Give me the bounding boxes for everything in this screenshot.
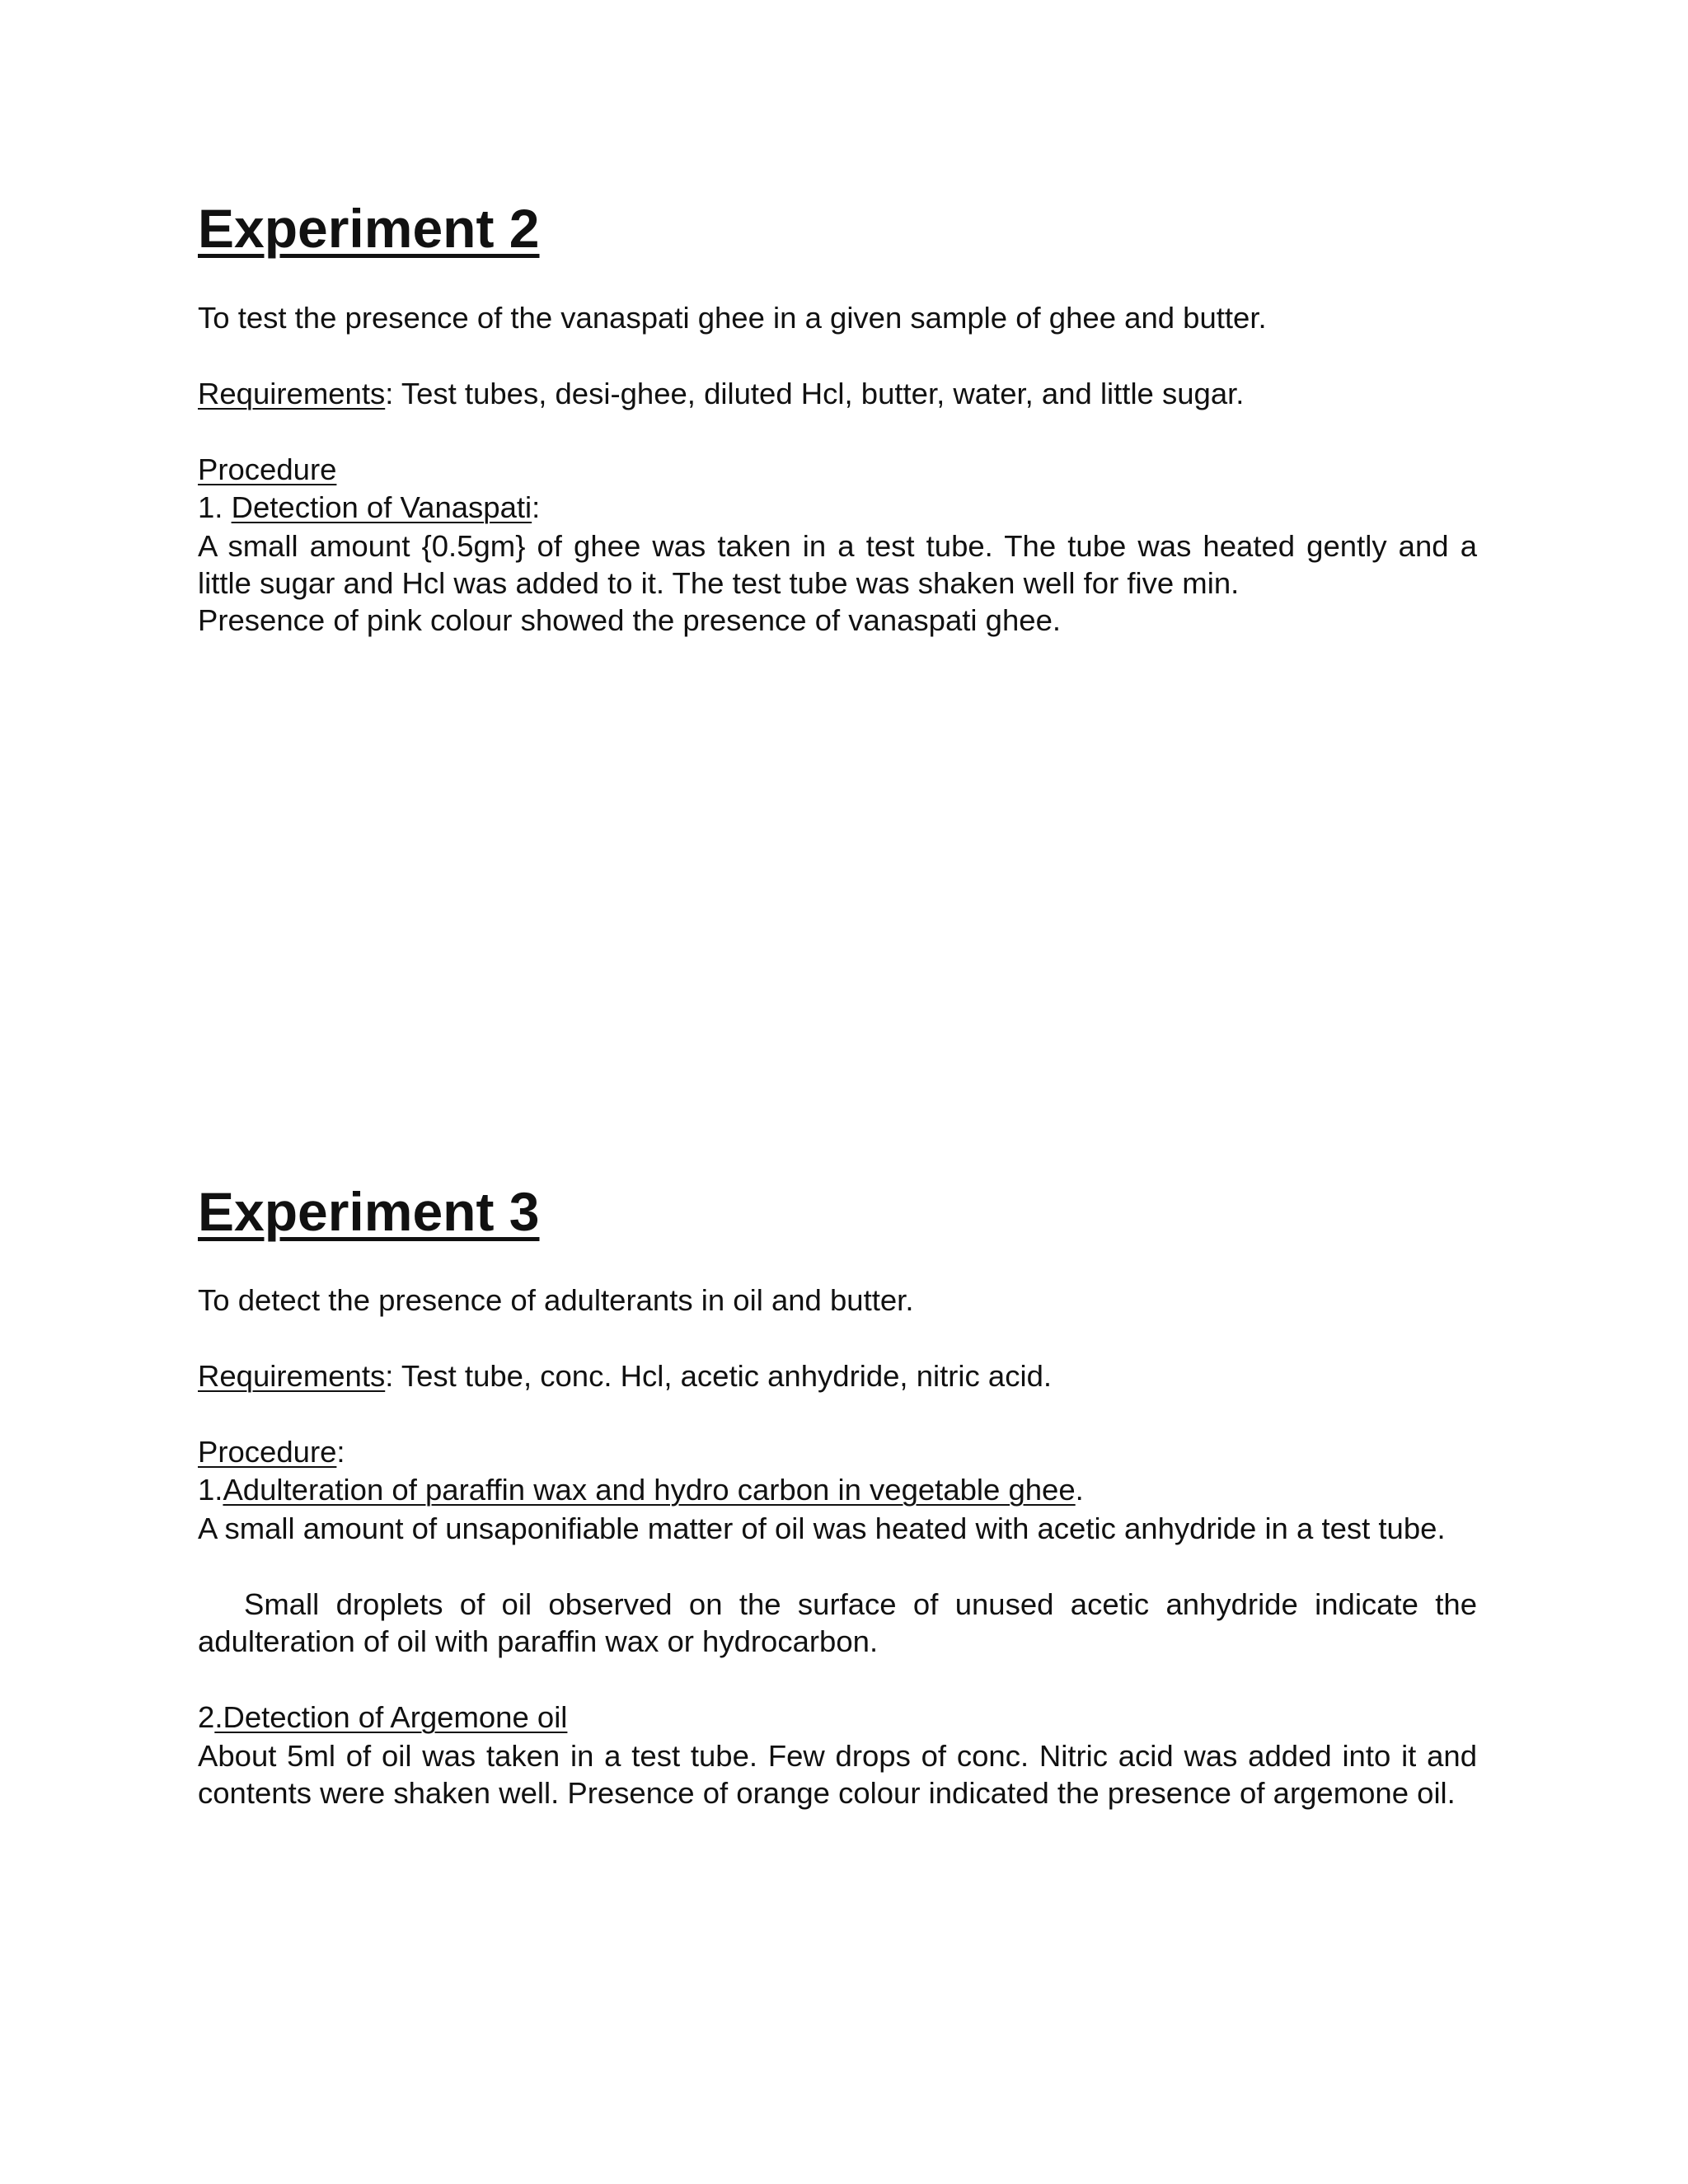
experiment-2-procedure-label: Procedure: [198, 452, 337, 486]
experiment-3-requirements: [198, 1358, 1052, 1394]
step-colon: :: [532, 490, 541, 524]
experiment-2-requirements: [198, 376, 1244, 412]
step-title: .Detection of Argemone oil: [214, 1700, 568, 1734]
experiment-3-procedure-label: [198, 1434, 345, 1470]
procedure-label: Procedure: [198, 1435, 337, 1469]
requirements-label: Requirements: [198, 1359, 386, 1393]
requirements-text: : Test tubes, desi-ghee, diluted Hcl, butter, water, and little sugar.: [385, 377, 1245, 410]
step-number: 1.: [198, 490, 232, 524]
requirements-text: : Test tube, conc. Hcl, acetic anhydride, nitric acid.: [385, 1359, 1053, 1393]
requirements-label: Requirements: [198, 377, 386, 410]
experiment-2-aim: To test the presence of the vanaspati ghee in a given sample of ghee and butter.: [198, 301, 1267, 335]
experiment-3-step-1-result: [198, 1586, 1477, 1660]
step-period: .: [1075, 1473, 1084, 1507]
procedure-colon: :: [336, 1435, 345, 1469]
step-title: Adulteration of paraffin wax and hydro carbon in vegetable ghee: [223, 1473, 1076, 1507]
experiment-3-step-2-text: About 5ml of oil was taken in a test tube. Few drops of conc. Nitric acid was added into it and contents were shaken well. Presence of orange colour indicated the presence of argemone oil.: [198, 1739, 1477, 1810]
step-number: 1.: [198, 1473, 223, 1507]
experiment-3-step-1-text: A small amount of unsaponifiable matter of oil was heated with acetic anhydride in a test tube.: [198, 1511, 1446, 1545]
step-title: Detection of Vanaspati: [231, 490, 532, 524]
experiment-2-step-1-text: A small amount {0.5gm} of ghee was taken in a test tube. The tube was heated gently and a little sugar and Hcl was added to it. The test tube was shaken well for five min.: [198, 529, 1477, 600]
step-number: 2: [198, 1700, 215, 1734]
experiment-3-step-2-heading: [198, 1699, 567, 1736]
experiment-3-title: Experiment 3: [198, 1181, 540, 1242]
step-result-text: Small droplets of oil observed on the surface of unused acetic anhydride indicate the adulteration of oil with paraffin wax or hydrocarbon.: [198, 1587, 1477, 1658]
experiment-3-aim: To detect the presence of adulterants in oil and butter.: [198, 1283, 914, 1317]
experiment-3-step-1-heading: [198, 1472, 1084, 1508]
experiment-2-step-1-heading: [198, 490, 540, 526]
experiment-2-step-1-result: Presence of pink colour showed the presence of vanaspati ghee.: [198, 603, 1062, 637]
experiment-2-title: Experiment 2: [198, 198, 540, 259]
